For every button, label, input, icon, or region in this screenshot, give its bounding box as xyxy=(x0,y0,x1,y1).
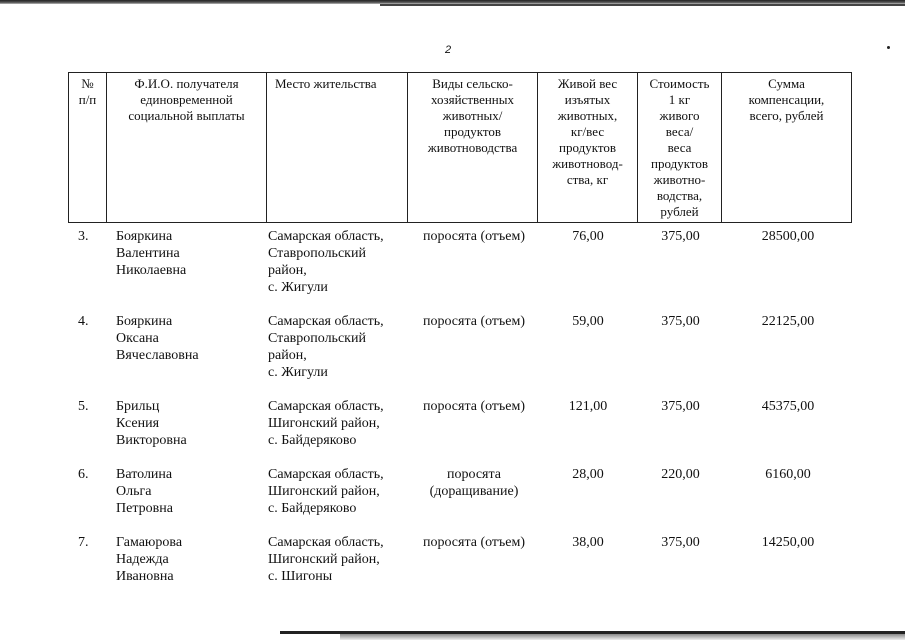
live-weight: 76,00 xyxy=(572,229,604,244)
animal-type: поросята (отъем) xyxy=(422,229,526,244)
compensation-sum: 22125,00 xyxy=(761,314,815,329)
animal-type: поросята (доращивание) xyxy=(429,467,519,499)
row-number: 6. xyxy=(78,467,89,482)
header-animal-type: Виды сельско- хозяйственных животных/ продуктов животноводства xyxy=(408,73,538,223)
live-weight: 59,00 xyxy=(572,314,604,329)
table-row xyxy=(68,466,853,536)
table-header-row xyxy=(69,73,852,223)
residence-address: Самарская область, Шигонский район, с. Шигоны xyxy=(268,535,384,584)
residence-address: Самарская область, Шигонский район, с. Байдеряково xyxy=(268,399,384,448)
price-per-kg: 375,00 xyxy=(661,399,700,414)
scan-dust-mark xyxy=(887,46,890,49)
recipient-name: Бояркина Оксана Вячеславовна xyxy=(116,314,199,363)
price-per-kg: 375,00 xyxy=(661,535,700,550)
table-row xyxy=(68,228,853,298)
row-number: 5. xyxy=(78,399,89,414)
row-number: 3. xyxy=(78,229,89,244)
header-residence: Место жительства xyxy=(267,73,408,223)
residence-address: Самарская область, Шигонский район, с. Байдеряково xyxy=(268,467,384,516)
row-number: 7. xyxy=(78,535,89,550)
header-price-per-kg: Стоимость 1 кг живого веса/ веса продуктов животно- водства, рублей xyxy=(638,73,722,223)
price-per-kg: 375,00 xyxy=(661,229,700,244)
compensation-sum: 45375,00 xyxy=(761,399,815,414)
residence-address: Самарская область, Ставропольский район, с. Жигули xyxy=(268,229,384,295)
price-per-kg: 220,00 xyxy=(661,467,700,482)
table-row xyxy=(68,313,853,383)
scan-bottom-shadow xyxy=(340,634,905,640)
compensation-sum: 14250,00 xyxy=(761,535,815,550)
recipient-name: Брильц Ксения Викторовна xyxy=(116,399,187,448)
recipient-name: Бояркина Валентина Николаевна xyxy=(116,229,187,278)
header-number: № п/п xyxy=(69,73,107,223)
page-number: 2 xyxy=(445,44,452,56)
table-row xyxy=(68,398,853,468)
live-weight: 121,00 xyxy=(568,399,608,414)
header-live-weight: Живой вес изъятых животных, кг/вес продуктов животновод- ства, кг xyxy=(538,73,638,223)
header-recipient: Ф.И.О. получателя единовременной социальной выплаты xyxy=(107,73,267,223)
price-per-kg: 375,00 xyxy=(661,314,700,329)
residence-address: Самарская область, Ставропольский район, с. Жигули xyxy=(268,314,384,380)
header-compensation-sum: Сумма компенсации, всего, рублей xyxy=(722,73,852,223)
compensation-sum: 6160,00 xyxy=(765,467,811,482)
recipient-name: Гамаюрова Надежда Ивановна xyxy=(116,535,183,584)
table-row xyxy=(68,534,853,604)
animal-type: поросята (отъем) xyxy=(422,535,526,550)
compensation-sum: 28500,00 xyxy=(761,229,815,244)
live-weight: 28,00 xyxy=(572,467,604,482)
live-weight: 38,00 xyxy=(572,535,604,550)
animal-type: поросята (отъем) xyxy=(422,314,526,329)
animal-type: поросята (отъем) xyxy=(422,399,526,414)
row-number: 4. xyxy=(78,314,89,329)
scan-top-edge-line xyxy=(380,4,905,6)
table-header xyxy=(68,72,852,223)
recipient-name: Ватолина Ольга Петровна xyxy=(116,467,173,516)
